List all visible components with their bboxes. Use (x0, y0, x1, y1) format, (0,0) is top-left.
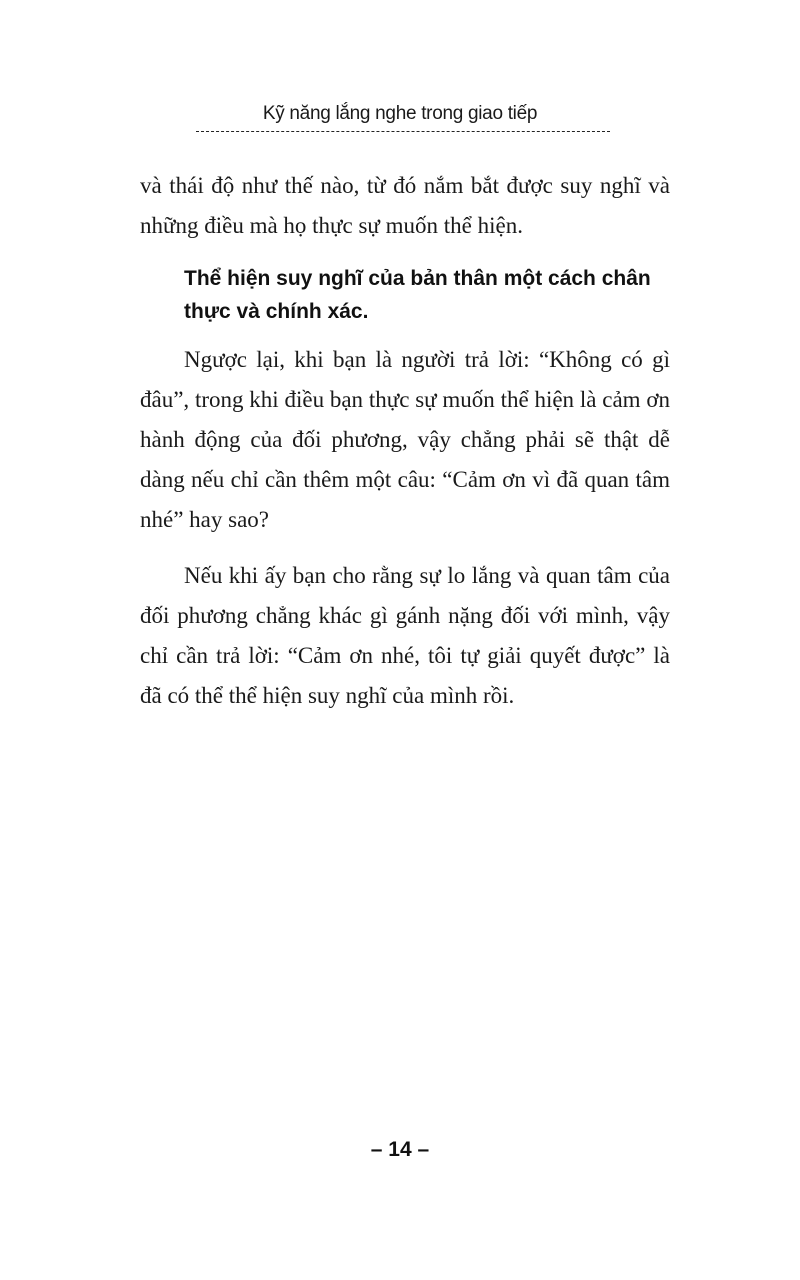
running-header-title: Kỹ năng lắng nghe trong giao tiếp (262, 103, 538, 124)
body-paragraph-1: Ngược lại, khi bạn là người trả lời: “Không có gì đâu”, trong khi điều bạn thực sự muốn thể hiện là cảm ơn hành động của đối phương, vậy chẳng phải sẽ thật dễ dàng nếu chỉ cần thêm một câu: “Cảm ơn vì đã quan tâm nhé” hay sao? (140, 347, 670, 532)
page-number: – 14 – (370, 1138, 430, 1161)
header-dashed-divider (196, 131, 610, 132)
page-body (140, 166, 670, 716)
body-paragraph-2: Nếu khi ấy bạn cho rằng sự lo lắng và quan tâm của đối phương chẳng khác gì gánh nặng đối với mình, vậy chỉ cần trả lời: “Cảm ơn nhé, tôi tự giải quyết được” là đã có thể thể hiện suy nghĩ của mình rồi. (140, 563, 670, 708)
section-heading: Thể hiện suy nghĩ của bản thân một cách chân thực và chính xác. (184, 267, 651, 323)
continuation-paragraph: và thái độ như thế nào, từ đó nắm bắt được suy nghĩ và những điều mà họ thực sự muốn thể hiện. (140, 173, 670, 238)
